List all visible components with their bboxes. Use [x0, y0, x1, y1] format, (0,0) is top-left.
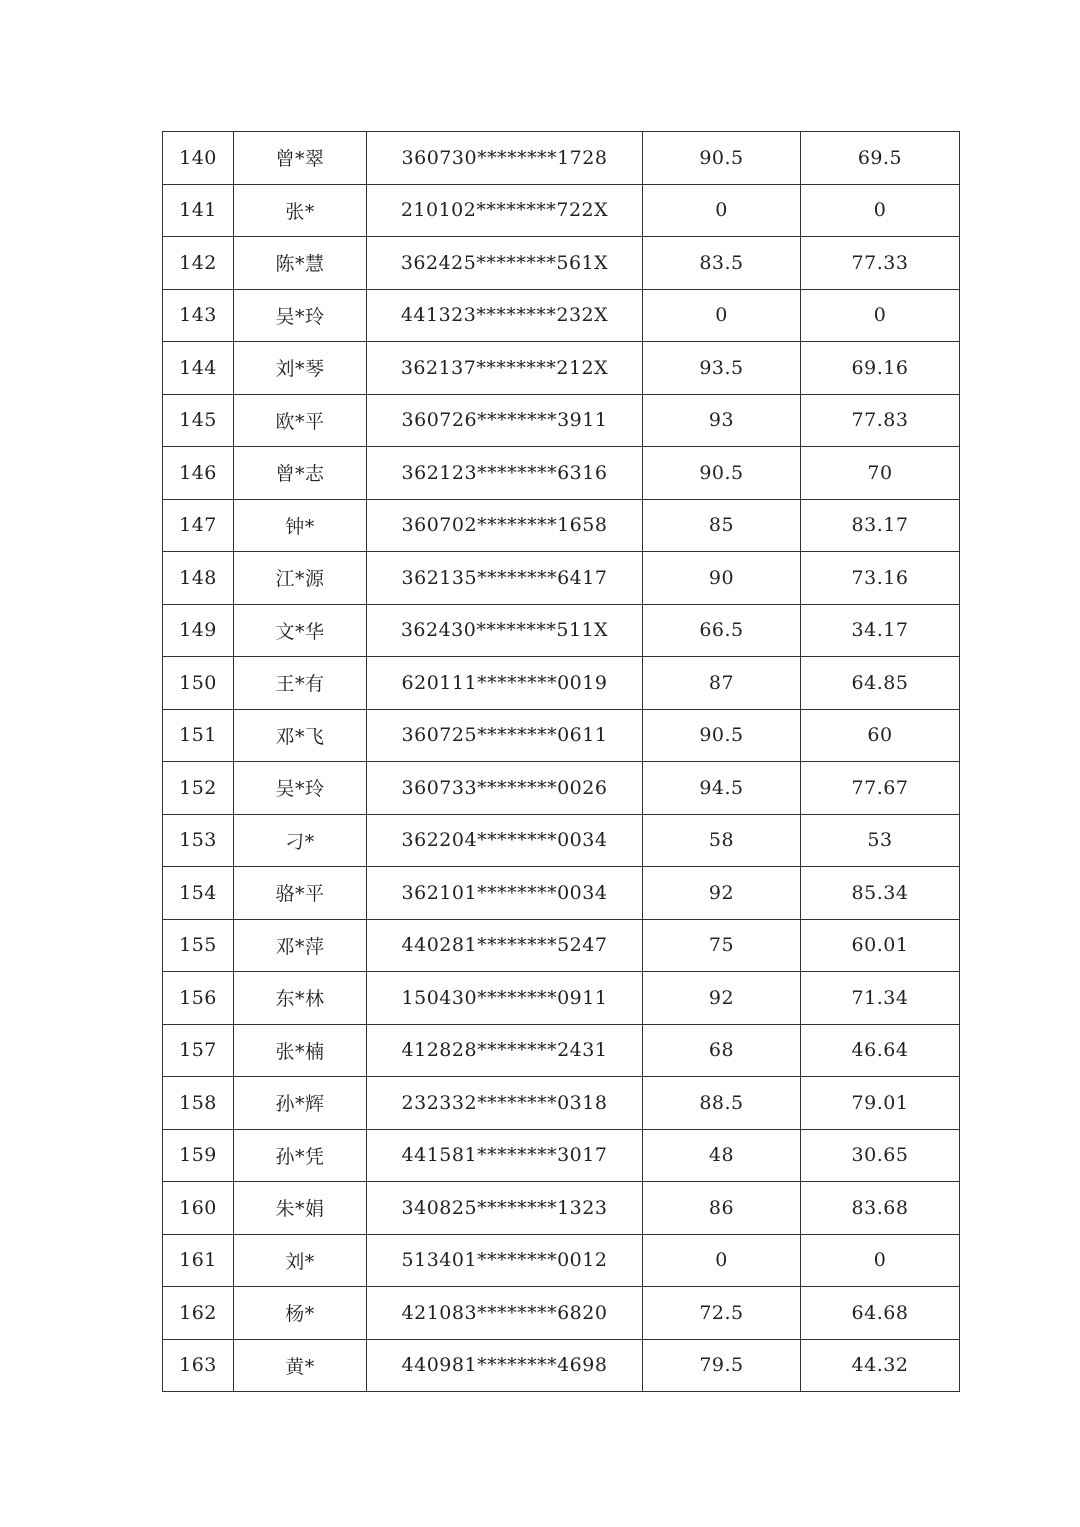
cell-number: 151	[163, 709, 234, 762]
score-table	[162, 131, 960, 1392]
cell-id-number: 210102********722X	[367, 184, 643, 237]
cell-score-1: 86	[643, 1182, 801, 1235]
cell-id-number: 441323********232X	[367, 289, 643, 342]
cell-score-2: 0	[801, 1234, 960, 1287]
cell-id-number: 620111********0019	[367, 657, 643, 710]
cell-score-2: 77.67	[801, 762, 960, 815]
cell-score-2: 83.17	[801, 499, 960, 552]
cell-score-1: 87	[643, 657, 801, 710]
cell-id-number: 362137********212X	[367, 342, 643, 395]
cell-number: 145	[163, 394, 234, 447]
cell-name: 吴*玲	[234, 289, 367, 342]
cell-score-1: 83.5	[643, 237, 801, 290]
cell-score-1: 66.5	[643, 604, 801, 657]
table-row	[163, 762, 960, 815]
cell-number: 150	[163, 657, 234, 710]
cell-score-2: 34.17	[801, 604, 960, 657]
cell-number: 156	[163, 972, 234, 1025]
table-row	[163, 394, 960, 447]
cell-name: 刘*琴	[234, 342, 367, 395]
table-row	[163, 1024, 960, 1077]
cell-score-1: 93.5	[643, 342, 801, 395]
cell-score-1: 0	[643, 289, 801, 342]
table-row	[163, 342, 960, 395]
cell-score-1: 48	[643, 1129, 801, 1182]
cell-id-number: 412828********2431	[367, 1024, 643, 1077]
cell-score-2: 77.33	[801, 237, 960, 290]
cell-number: 152	[163, 762, 234, 815]
cell-number: 146	[163, 447, 234, 500]
cell-score-2: 60	[801, 709, 960, 762]
cell-name: 东*林	[234, 972, 367, 1025]
cell-number: 143	[163, 289, 234, 342]
cell-name: 江*源	[234, 552, 367, 605]
cell-score-1: 72.5	[643, 1287, 801, 1340]
cell-id-number: 360702********1658	[367, 499, 643, 552]
table-row	[163, 447, 960, 500]
table-row	[163, 552, 960, 605]
cell-id-number: 360726********3911	[367, 394, 643, 447]
cell-name: 陈*慧	[234, 237, 367, 290]
cell-score-1: 75	[643, 919, 801, 972]
cell-score-1: 0	[643, 1234, 801, 1287]
cell-score-2: 30.65	[801, 1129, 960, 1182]
cell-name: 朱*娟	[234, 1182, 367, 1235]
cell-score-2: 46.64	[801, 1024, 960, 1077]
table-row	[163, 709, 960, 762]
cell-score-1: 94.5	[643, 762, 801, 815]
table-row	[163, 237, 960, 290]
cell-name: 杨*	[234, 1287, 367, 1340]
cell-score-2: 73.16	[801, 552, 960, 605]
cell-score-2: 77.83	[801, 394, 960, 447]
cell-score-2: 85.34	[801, 867, 960, 920]
table-row	[163, 184, 960, 237]
cell-id-number: 362101********0034	[367, 867, 643, 920]
cell-score-2: 69.5	[801, 132, 960, 185]
cell-score-1: 68	[643, 1024, 801, 1077]
cell-score-1: 79.5	[643, 1339, 801, 1392]
cell-number: 144	[163, 342, 234, 395]
cell-number: 159	[163, 1129, 234, 1182]
cell-number: 162	[163, 1287, 234, 1340]
cell-id-number: 362425********561X	[367, 237, 643, 290]
cell-name: 文*华	[234, 604, 367, 657]
cell-name: 刁*	[234, 814, 367, 867]
cell-number: 149	[163, 604, 234, 657]
cell-name: 曾*志	[234, 447, 367, 500]
table-row	[163, 132, 960, 185]
cell-id-number: 360725********0611	[367, 709, 643, 762]
cell-score-1: 93	[643, 394, 801, 447]
cell-name: 邓*萍	[234, 919, 367, 972]
cell-id-number: 421083********6820	[367, 1287, 643, 1340]
table-row	[163, 1077, 960, 1130]
cell-score-1: 88.5	[643, 1077, 801, 1130]
cell-id-number: 440281********5247	[367, 919, 643, 972]
cell-id-number: 360733********0026	[367, 762, 643, 815]
cell-score-2: 69.16	[801, 342, 960, 395]
cell-score-2: 64.68	[801, 1287, 960, 1340]
cell-name: 骆*平	[234, 867, 367, 920]
cell-score-2: 44.32	[801, 1339, 960, 1392]
cell-name: 邓*飞	[234, 709, 367, 762]
cell-score-1: 90.5	[643, 447, 801, 500]
table-row	[163, 814, 960, 867]
table-row	[163, 972, 960, 1025]
cell-score-2: 53	[801, 814, 960, 867]
cell-number: 148	[163, 552, 234, 605]
cell-id-number: 150430********0911	[367, 972, 643, 1025]
cell-name: 欧*平	[234, 394, 367, 447]
cell-name: 孙*辉	[234, 1077, 367, 1130]
cell-score-2: 70	[801, 447, 960, 500]
cell-score-2: 83.68	[801, 1182, 960, 1235]
cell-number: 154	[163, 867, 234, 920]
cell-number: 153	[163, 814, 234, 867]
cell-score-2: 79.01	[801, 1077, 960, 1130]
cell-number: 160	[163, 1182, 234, 1235]
table-row	[163, 1339, 960, 1392]
table-row	[163, 867, 960, 920]
cell-name: 张*楠	[234, 1024, 367, 1077]
table-row	[163, 657, 960, 710]
cell-id-number: 232332********0318	[367, 1077, 643, 1130]
cell-id-number: 440981********4698	[367, 1339, 643, 1392]
cell-name: 王*有	[234, 657, 367, 710]
cell-id-number: 362123********6316	[367, 447, 643, 500]
cell-score-1: 0	[643, 184, 801, 237]
cell-score-2: 0	[801, 289, 960, 342]
cell-score-1: 90.5	[643, 709, 801, 762]
cell-number: 158	[163, 1077, 234, 1130]
cell-number: 161	[163, 1234, 234, 1287]
cell-id-number: 362135********6417	[367, 552, 643, 605]
cell-score-1: 90	[643, 552, 801, 605]
cell-score-1: 92	[643, 867, 801, 920]
table-row	[163, 1287, 960, 1340]
cell-number: 157	[163, 1024, 234, 1077]
table-row	[163, 499, 960, 552]
cell-id-number: 340825********1323	[367, 1182, 643, 1235]
table-row	[163, 1234, 960, 1287]
table-row	[163, 919, 960, 972]
cell-id-number: 441581********3017	[367, 1129, 643, 1182]
cell-score-2: 60.01	[801, 919, 960, 972]
table-row	[163, 289, 960, 342]
cell-score-1: 58	[643, 814, 801, 867]
table-row	[163, 604, 960, 657]
cell-score-1: 85	[643, 499, 801, 552]
cell-number: 140	[163, 132, 234, 185]
cell-number: 142	[163, 237, 234, 290]
cell-score-2: 0	[801, 184, 960, 237]
cell-name: 曾*翠	[234, 132, 367, 185]
score-table-body	[163, 132, 960, 1392]
cell-score-1: 90.5	[643, 132, 801, 185]
cell-score-1: 92	[643, 972, 801, 1025]
cell-id-number: 362430********511X	[367, 604, 643, 657]
cell-score-2: 64.85	[801, 657, 960, 710]
cell-number: 163	[163, 1339, 234, 1392]
cell-name: 刘*	[234, 1234, 367, 1287]
cell-name: 钟*	[234, 499, 367, 552]
cell-name: 张*	[234, 184, 367, 237]
cell-name: 吴*玲	[234, 762, 367, 815]
cell-id-number: 362204********0034	[367, 814, 643, 867]
cell-score-2: 71.34	[801, 972, 960, 1025]
cell-number: 155	[163, 919, 234, 972]
table-row	[163, 1129, 960, 1182]
cell-number: 141	[163, 184, 234, 237]
cell-name: 孙*凭	[234, 1129, 367, 1182]
cell-number: 147	[163, 499, 234, 552]
table-row	[163, 1182, 960, 1235]
cell-id-number: 360730********1728	[367, 132, 643, 185]
cell-name: 黄*	[234, 1339, 367, 1392]
cell-id-number: 513401********0012	[367, 1234, 643, 1287]
